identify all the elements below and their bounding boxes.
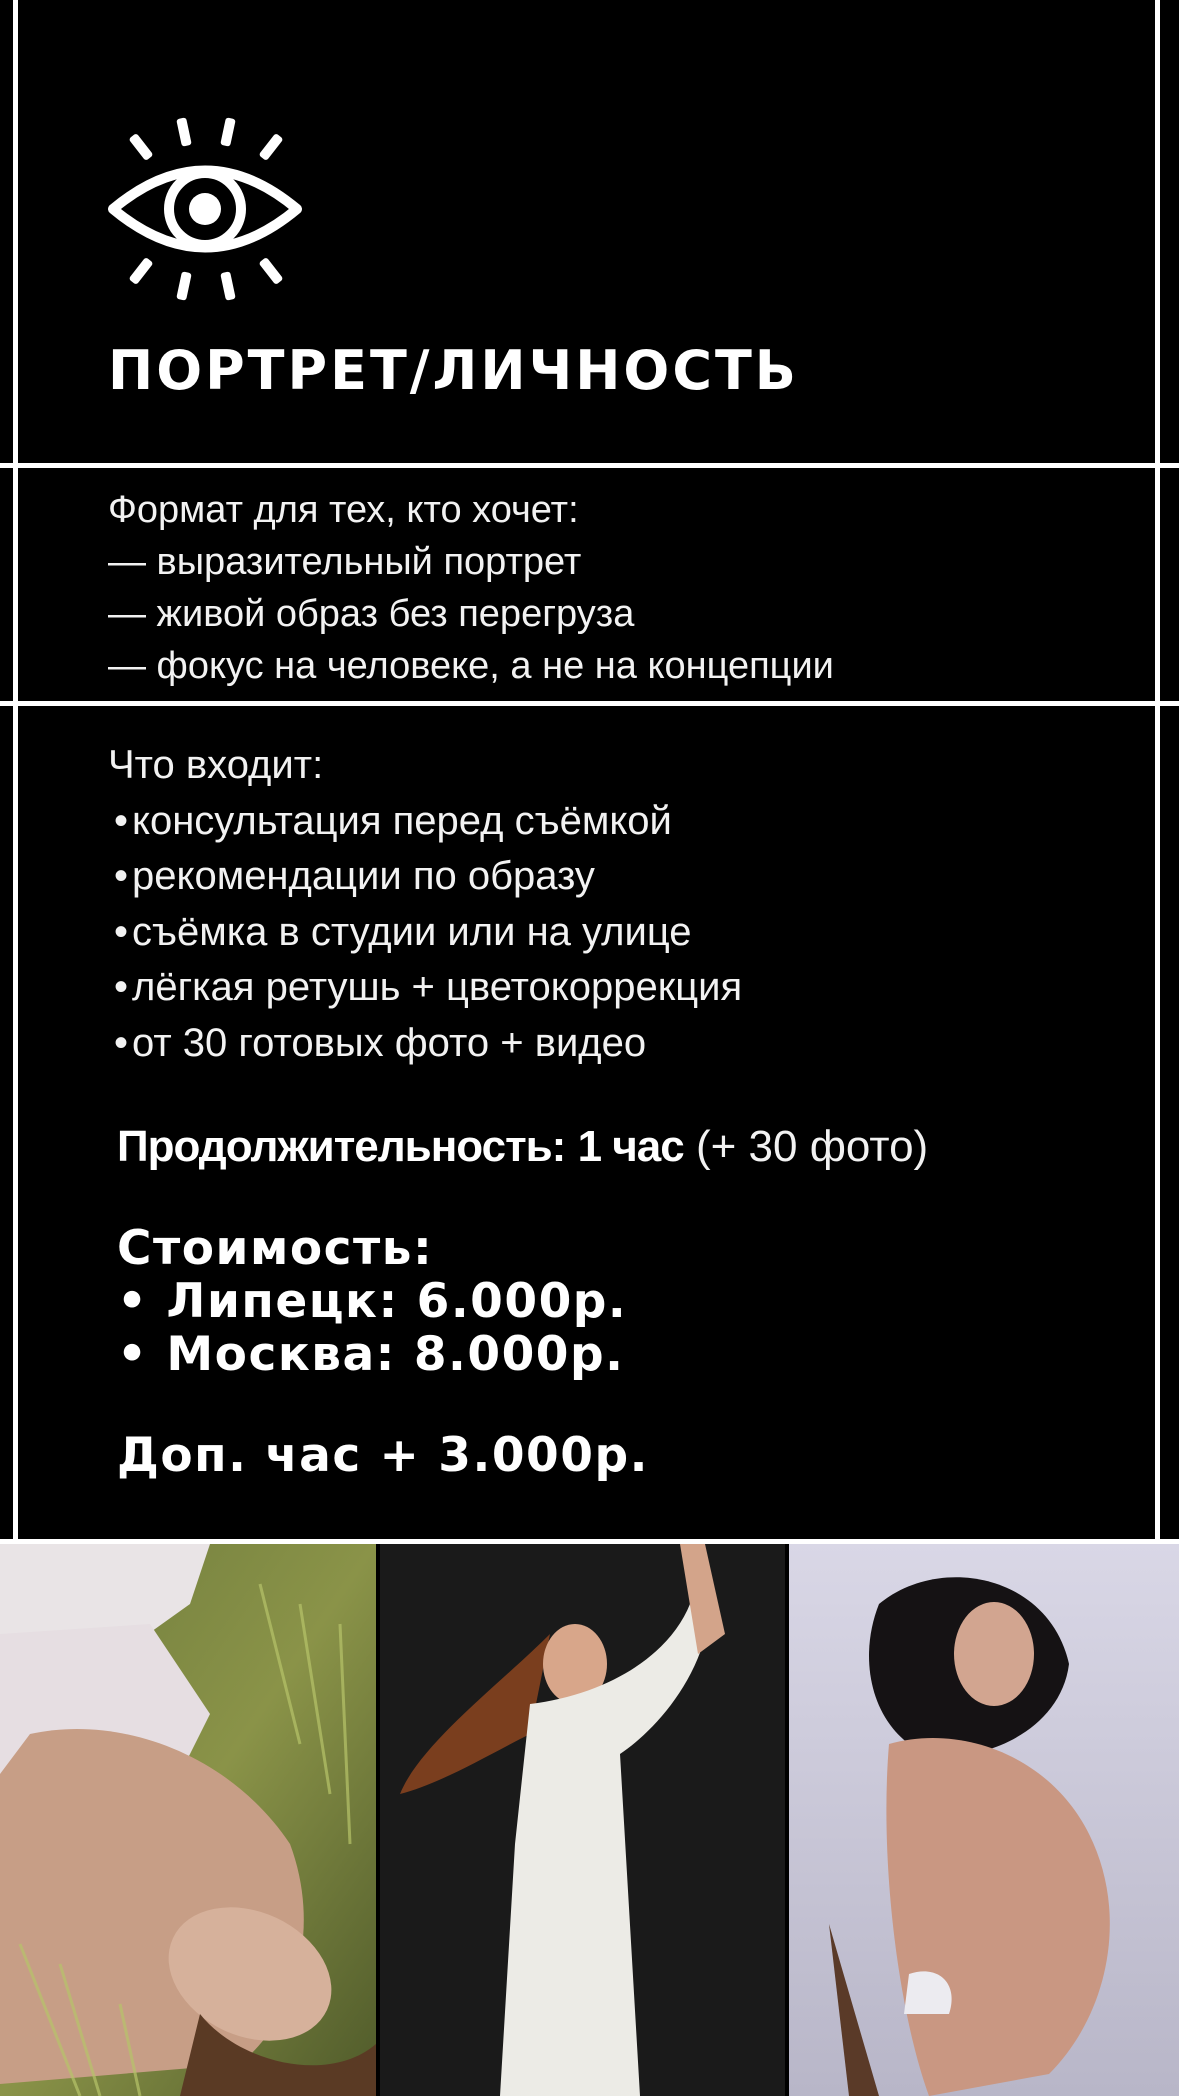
intro-section [108,484,834,692]
intro-heading: Формат для тех, кто хочет: [108,489,579,531]
includes-item-text: консультация перед съёмкой [132,798,672,843]
photo-woman-in-white-dress-dancing [380,1544,785,2096]
includes-item-text: съёмка в студии или на улице [132,909,692,954]
includes-heading: Что входит: [108,743,324,787]
intro-item: — выразительный портрет [108,541,582,583]
includes-item [108,1016,742,1072]
eye-icon [108,112,302,306]
duration-value: 1 час [577,1122,684,1171]
includes-section [108,738,742,1071]
includes-item-text: рекомендации по образу [132,854,595,898]
bullet-icon: • [114,965,129,1009]
includes-item-text: лёгкая ретушь + цветокоррекция [132,965,743,1009]
duration-label: Продолжительность: [117,1122,566,1171]
price-item: • Липецк: 6.000р. [117,1274,628,1329]
bullet-icon: • [114,909,129,954]
includes-item [108,794,742,850]
includes-item [108,849,742,905]
duration-line [117,1122,928,1172]
includes-item [108,960,742,1016]
photo-woman-lying-in-grass [0,1544,376,2096]
pricing-heading: Стоимость: [117,1221,434,1276]
duration-note: (+ 30 фото) [695,1122,929,1171]
bullet-icon: • [114,854,129,898]
frame-line-right [1155,0,1160,1544]
frame-line-left [13,0,18,1544]
price-item: • Москва: 8.000р. [117,1327,625,1382]
page-title: ПОРТРЕТ/ЛИЧНОСТЬ [108,339,799,402]
photo-woman-sitting-on-chair [789,1544,1179,2096]
divider-line-1 [0,463,1179,468]
divider-line-2 [0,701,1179,706]
extra-hour-price: Доп. час + 3.000р. [117,1428,649,1483]
intro-item: — фокус на человеке, а не на концепции [108,645,834,687]
includes-item-text: от 30 готовых фото + видео [132,1020,647,1065]
bullet-icon: • [114,1020,129,1065]
bullet-icon: • [114,798,129,843]
includes-item [108,905,742,961]
photo-strip [0,1544,1179,2096]
pricing-section [117,1222,627,1381]
intro-item: — живой образ без перегруза [108,593,635,635]
